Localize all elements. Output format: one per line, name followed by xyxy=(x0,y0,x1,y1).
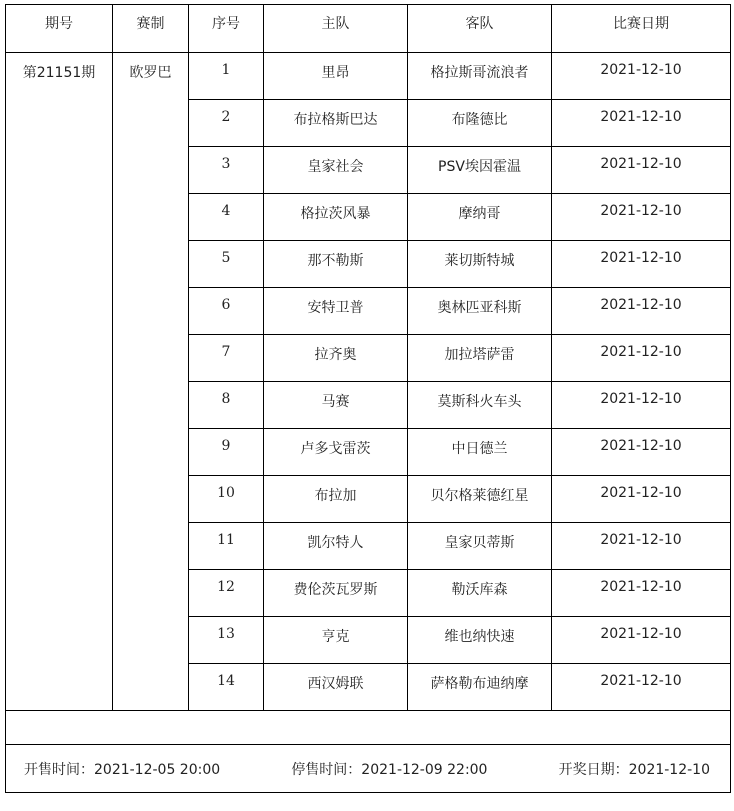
number-cell: 9 xyxy=(189,429,264,476)
spacer-row xyxy=(6,711,731,745)
match-date-cell: 2021-12-10 xyxy=(552,617,731,664)
number-cell: 3 xyxy=(189,147,264,194)
home-team-cell: 拉齐奥 xyxy=(264,335,408,382)
away-team-cell: 奥林匹亚科斯 xyxy=(408,288,552,335)
number-cell: 14 xyxy=(189,664,264,711)
home-team-cell: 费伦茨瓦罗斯 xyxy=(264,570,408,617)
match-date-cell: 2021-12-10 xyxy=(552,288,731,335)
period-cell: 第21151期 xyxy=(6,53,113,711)
number-cell: 6 xyxy=(189,288,264,335)
away-team-cell: 勒沃库森 xyxy=(408,570,552,617)
match-body xyxy=(6,53,731,711)
number-cell: 8 xyxy=(189,382,264,429)
home-team-cell: 格拉茨风暴 xyxy=(264,194,408,241)
match-date-cell: 2021-12-10 xyxy=(552,335,731,382)
away-team-cell: 皇家贝蒂斯 xyxy=(408,523,552,570)
away-team-cell: 布隆德比 xyxy=(408,100,552,147)
number-cell: 4 xyxy=(189,194,264,241)
number-cell: 10 xyxy=(189,476,264,523)
footer-row xyxy=(6,745,731,793)
home-team-cell: 马赛 xyxy=(264,382,408,429)
sale-stop-time: 停售时间：2021-12-09 22:00 xyxy=(291,761,488,778)
away-team-cell: 贝尔格莱德红星 xyxy=(408,476,552,523)
away-team-cell: 萨格勒布迪纳摩 xyxy=(408,664,552,711)
match-date-cell: 2021-12-10 xyxy=(552,523,731,570)
away-team-cell: 维也纳快速 xyxy=(408,617,552,664)
number-cell: 5 xyxy=(189,241,264,288)
header-away-team: 客队 xyxy=(408,5,552,53)
header-period: 期号 xyxy=(6,5,113,53)
match-date-cell: 2021-12-10 xyxy=(552,100,731,147)
home-team-cell: 安特卫普 xyxy=(264,288,408,335)
spacer-cell xyxy=(6,711,731,745)
home-team-cell: 西汉姆联 xyxy=(264,664,408,711)
away-team-cell: 加拉塔萨雷 xyxy=(408,335,552,382)
number-cell: 1 xyxy=(189,53,264,100)
home-team-cell: 里昂 xyxy=(264,53,408,100)
away-team-cell: 中日德兰 xyxy=(408,429,552,476)
header-number: 序号 xyxy=(189,5,264,53)
home-team-cell: 布拉格斯巴达 xyxy=(264,100,408,147)
number-cell: 13 xyxy=(189,617,264,664)
format-cell: 欧罗巴 xyxy=(113,53,189,711)
home-team-cell: 亨克 xyxy=(264,617,408,664)
home-team-cell: 布拉加 xyxy=(264,476,408,523)
match-date-cell: 2021-12-10 xyxy=(552,429,731,476)
match-schedule-table xyxy=(5,4,731,793)
match-date-cell: 2021-12-10 xyxy=(552,147,731,194)
number-cell: 11 xyxy=(189,523,264,570)
match-date-cell: 2021-12-10 xyxy=(552,53,731,100)
match-date-cell: 2021-12-10 xyxy=(552,382,731,429)
match-date-cell: 2021-12-10 xyxy=(552,194,731,241)
footer-cell xyxy=(6,745,731,793)
match-date-cell: 2021-12-10 xyxy=(552,241,731,288)
match-date-cell: 2021-12-10 xyxy=(552,570,731,617)
header-row xyxy=(6,5,731,53)
home-team-cell: 皇家社会 xyxy=(264,147,408,194)
away-team-cell: 格拉斯哥流浪者 xyxy=(408,53,552,100)
header-match-date: 比赛日期 xyxy=(552,5,731,53)
number-cell: 12 xyxy=(189,570,264,617)
away-team-cell: 莱切斯特城 xyxy=(408,241,552,288)
home-team-cell: 卢多戈雷茨 xyxy=(264,429,408,476)
home-team-cell: 那不勒斯 xyxy=(264,241,408,288)
table-row xyxy=(6,53,731,100)
draw-date: 开奖日期：2021-12-10 xyxy=(558,761,710,778)
number-cell: 7 xyxy=(189,335,264,382)
number-cell: 2 xyxy=(189,100,264,147)
away-team-cell: 莫斯科火车头 xyxy=(408,382,552,429)
match-date-cell: 2021-12-10 xyxy=(552,664,731,711)
header-format: 赛制 xyxy=(113,5,189,53)
sale-start-time: 开售时间：2021-12-05 20:00 xyxy=(24,761,221,778)
away-team-cell: PSV埃因霍温 xyxy=(408,147,552,194)
match-date-cell: 2021-12-10 xyxy=(552,476,731,523)
away-team-cell: 摩纳哥 xyxy=(408,194,552,241)
header-home-team: 主队 xyxy=(264,5,408,53)
home-team-cell: 凯尔特人 xyxy=(264,523,408,570)
